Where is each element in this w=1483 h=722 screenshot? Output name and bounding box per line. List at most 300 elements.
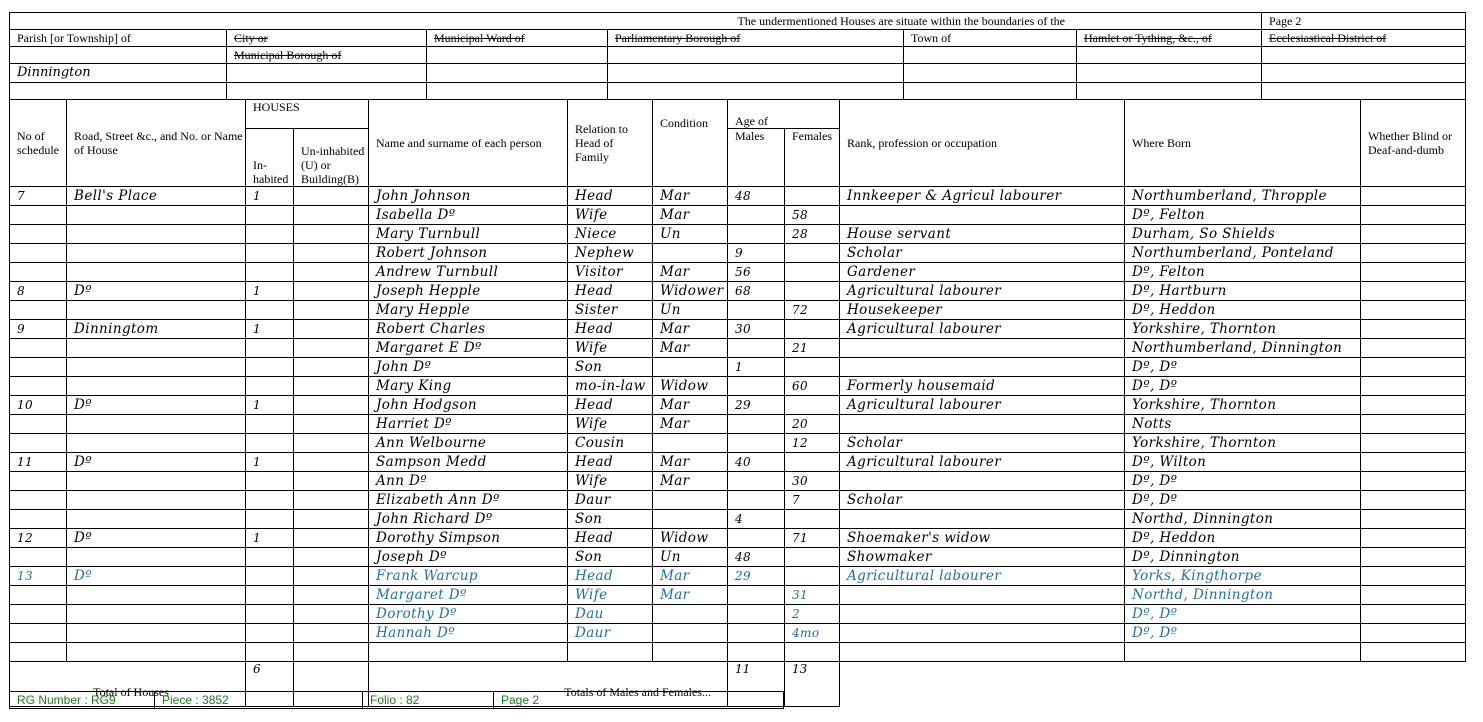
relation-cell: Head [568, 396, 653, 415]
name-cell [369, 643, 568, 662]
relation-cell: Head [568, 187, 653, 206]
females-cell: 28 [785, 225, 840, 244]
inhabited-cell [246, 415, 294, 434]
road-cell: Bell's Place [67, 187, 246, 206]
blind-cell [1361, 206, 1466, 225]
uninhabited-cell [294, 510, 369, 529]
road-cell [67, 377, 246, 396]
table-row [10, 472, 1466, 491]
females-cell [785, 548, 840, 567]
uninhabited-cell [294, 244, 369, 263]
inhabited-cell [246, 605, 294, 624]
condition-cell: Un [653, 548, 728, 567]
males-cell [728, 206, 785, 225]
males-cell [728, 472, 785, 491]
name-cell: Mary Turnbull [369, 225, 568, 244]
females-cell [785, 263, 840, 282]
inhabited-cell [246, 491, 294, 510]
schedule-cell [10, 510, 67, 529]
uninhabited-cell [294, 453, 369, 472]
born-cell: Dº, Dº [1125, 377, 1361, 396]
females-cell: 72 [785, 301, 840, 320]
females-cell [785, 187, 840, 206]
schedule-cell [10, 472, 67, 491]
schedule-cell [10, 206, 67, 225]
road-cell: Dº [67, 567, 246, 586]
blind-cell [1361, 586, 1466, 605]
name-cell: Mary Hepple [369, 301, 568, 320]
road-cell: Dº [67, 282, 246, 301]
name-cell: Robert Johnson [369, 244, 568, 263]
total-houses-label: Total of Houses [10, 661, 246, 706]
inhabited-cell [246, 643, 294, 662]
schedule-cell: 10 [10, 396, 67, 415]
town-label: Town of [904, 30, 1077, 47]
inhabited-cell [246, 434, 294, 453]
blind-cell [1361, 358, 1466, 377]
females-cell [785, 453, 840, 472]
born-cell: Dº, Felton [1125, 263, 1361, 282]
schedule-cell [10, 358, 67, 377]
road-cell [67, 358, 246, 377]
blind-cell [1361, 643, 1466, 662]
folio-number: Folio : 82 [363, 692, 494, 709]
inhabited-cell: 1 [246, 320, 294, 339]
males-cell: 29 [728, 567, 785, 586]
born-cell: Dº, Dinnington [1125, 548, 1361, 567]
condition-cell [653, 643, 728, 662]
condition-cell [653, 624, 728, 643]
relation-cell: Daur [568, 491, 653, 510]
males-cell [728, 434, 785, 453]
table-row [10, 434, 1466, 453]
males-cell: 4 [728, 510, 785, 529]
header-table [9, 12, 1466, 100]
name-cell: Isabella Dº [369, 206, 568, 225]
condition-cell: Widower [653, 282, 728, 301]
road-cell [67, 225, 246, 244]
condition-cell: Mar [653, 453, 728, 472]
born-cell: Dº, Hartburn [1125, 282, 1361, 301]
uninhabited-cell [294, 263, 369, 282]
occupation-cell [840, 605, 1125, 624]
relation-cell: Visitor [568, 263, 653, 282]
col-blind: Whether Blind or Deaf-and-dumb [1361, 100, 1466, 187]
born-cell: Northumberland, Dinnington [1125, 339, 1361, 358]
occupation-cell: Housekeeper [840, 301, 1125, 320]
relation-cell: Head [568, 453, 653, 472]
females-cell: 12 [785, 434, 840, 453]
occupation-cell: Gardener [840, 263, 1125, 282]
inhabited-cell [246, 472, 294, 491]
name-cell: Margaret E Dº [369, 339, 568, 358]
uninhabited-cell [294, 491, 369, 510]
enumeration-table [9, 99, 1466, 707]
born-cell: Northd, Dinnington [1125, 586, 1361, 605]
schedule-cell: 7 [10, 187, 67, 206]
born-cell: Northd, Dinnington [1125, 510, 1361, 529]
males-cell [728, 415, 785, 434]
relation-cell: Nephew [568, 244, 653, 263]
table-row [10, 358, 1466, 377]
road-cell [67, 301, 246, 320]
females-cell: 30 [785, 472, 840, 491]
blind-cell [1361, 396, 1466, 415]
relation-cell: Sister [568, 301, 653, 320]
col-occupation: Rank, profession or occupation [840, 100, 1125, 187]
blind-cell [1361, 187, 1466, 206]
males-cell [728, 301, 785, 320]
males-cell [728, 491, 785, 510]
born-cell: Dº, Dº [1125, 624, 1361, 643]
occupation-cell: Scholar [840, 491, 1125, 510]
relation-cell: Wife [568, 339, 653, 358]
males-cell: 48 [728, 548, 785, 567]
ward-label: Municipal Ward of [427, 30, 608, 47]
males-cell: 40 [728, 453, 785, 472]
females-cell [785, 320, 840, 339]
total-persons-label: Totals of Males and Females... [369, 661, 728, 706]
total-houses-value: 6 [246, 661, 294, 706]
uninhabited-cell [294, 206, 369, 225]
blind-cell [1361, 244, 1466, 263]
table-row [10, 339, 1466, 358]
condition-cell: Mar [653, 472, 728, 491]
males-cell [728, 586, 785, 605]
occupation-cell [840, 643, 1125, 662]
born-cell: Dº, Felton [1125, 206, 1361, 225]
schedule-cell [10, 643, 67, 662]
name-cell: Joseph Dº [369, 548, 568, 567]
name-cell: Andrew Turnbull [369, 263, 568, 282]
schedule-cell [10, 263, 67, 282]
condition-cell: Mar [653, 586, 728, 605]
road-cell [67, 263, 246, 282]
table-row [10, 187, 1466, 206]
road-cell [67, 434, 246, 453]
col-condition: Condition [653, 100, 728, 187]
col-females: Females [785, 129, 840, 187]
road-cell [67, 491, 246, 510]
occupation-cell: Innkeeper & Agricul labourer [840, 187, 1125, 206]
males-cell: 9 [728, 244, 785, 263]
col-name: Name and surname of each person [369, 100, 568, 187]
name-cell: Harriet Dº [369, 415, 568, 434]
road-cell [67, 643, 246, 662]
col-born: Where Born [1125, 100, 1361, 187]
table-row [10, 491, 1466, 510]
uninhabited-cell [294, 548, 369, 567]
inhabited-cell [246, 510, 294, 529]
uninhabited-cell [294, 358, 369, 377]
table-row [10, 624, 1466, 643]
name-cell: Mary King [369, 377, 568, 396]
road-cell [67, 586, 246, 605]
inhabited-cell [246, 225, 294, 244]
road-cell [67, 206, 246, 225]
blind-cell [1361, 453, 1466, 472]
inhabited-cell: 1 [246, 187, 294, 206]
born-cell: Dº, Dº [1125, 491, 1361, 510]
blind-cell [1361, 415, 1466, 434]
occupation-cell [840, 586, 1125, 605]
occupation-cell [840, 624, 1125, 643]
blind-cell [1361, 377, 1466, 396]
inhabited-cell: 1 [246, 529, 294, 548]
schedule-cell [10, 491, 67, 510]
condition-cell: Widow [653, 377, 728, 396]
females-cell [785, 643, 840, 662]
occupation-cell: Agricultural labourer [840, 282, 1125, 301]
females-cell: 20 [785, 415, 840, 434]
schedule-cell: 9 [10, 320, 67, 339]
blind-cell [1361, 491, 1466, 510]
schedule-cell: 11 [10, 453, 67, 472]
condition-cell: Un [653, 225, 728, 244]
city-label: City or [227, 30, 427, 47]
footer-page: Page 2 [494, 692, 784, 709]
uninhabited-cell [294, 187, 369, 206]
uninhabited-cell [294, 529, 369, 548]
relation-cell: Head [568, 567, 653, 586]
condition-cell: Mar [653, 263, 728, 282]
females-cell [785, 358, 840, 377]
blind-cell [1361, 567, 1466, 586]
blind-cell [1361, 339, 1466, 358]
occupation-cell: Scholar [840, 244, 1125, 263]
blind-cell [1361, 434, 1466, 453]
relation-cell: Wife [568, 415, 653, 434]
occupation-cell: Shoemaker's widow [840, 529, 1125, 548]
schedule-cell [10, 605, 67, 624]
boundaries-heading: The undermentioned Houses are situate within the boundaries of the [10, 13, 1262, 30]
uninhabited-cell [294, 282, 369, 301]
born-cell: Dº, Dº [1125, 358, 1361, 377]
relation-cell: Daur [568, 624, 653, 643]
blind-cell [1361, 510, 1466, 529]
males-cell [728, 624, 785, 643]
uninhabited-cell [294, 586, 369, 605]
schedule-cell [10, 586, 67, 605]
occupation-cell [840, 358, 1125, 377]
occupation-cell: Agricultural labourer [840, 396, 1125, 415]
col-houses: HOUSES [246, 100, 369, 129]
born-cell [1125, 643, 1361, 662]
blind-cell [1361, 225, 1466, 244]
condition-cell: Mar [653, 415, 728, 434]
occupation-cell [840, 472, 1125, 491]
relation-cell: Head [568, 282, 653, 301]
table-row [10, 453, 1466, 472]
col-age-of: Age of [728, 100, 840, 129]
occupation-cell: Agricultural labourer [840, 567, 1125, 586]
uninhabited-cell [294, 339, 369, 358]
table-row [10, 605, 1466, 624]
schedule-cell [10, 434, 67, 453]
condition-cell: Mar [653, 187, 728, 206]
males-cell: 30 [728, 320, 785, 339]
born-cell: Dº, Dº [1125, 472, 1361, 491]
relation-cell: Head [568, 320, 653, 339]
blind-cell [1361, 320, 1466, 339]
schedule-cell [10, 339, 67, 358]
condition-cell [653, 244, 728, 263]
condition-cell: Mar [653, 567, 728, 586]
males-cell [728, 339, 785, 358]
municipal-borough-label: Municipal Borough of [227, 47, 427, 64]
name-cell: Hannah Dº [369, 624, 568, 643]
rg-number: RG Number : RG9 [10, 692, 155, 709]
uninhabited-cell [294, 415, 369, 434]
inhabited-cell [246, 567, 294, 586]
born-cell: Durham, So Shields [1125, 225, 1361, 244]
occupation-cell [840, 206, 1125, 225]
blind-cell [1361, 282, 1466, 301]
born-cell: Northumberland, Ponteland [1125, 244, 1361, 263]
schedule-cell: 13 [10, 567, 67, 586]
road-cell [67, 339, 246, 358]
table-row [10, 567, 1466, 586]
table-row [10, 282, 1466, 301]
males-cell [728, 643, 785, 662]
schedule-cell: 8 [10, 282, 67, 301]
born-cell: Yorks, Kingthorpe [1125, 567, 1361, 586]
name-cell: John Hodgson [369, 396, 568, 415]
males-cell [728, 225, 785, 244]
road-cell: Dinningtom [67, 320, 246, 339]
relation-cell: Wife [568, 586, 653, 605]
name-cell: John Richard Dº [369, 510, 568, 529]
born-cell: Dº, Wilton [1125, 453, 1361, 472]
col-schedule: No of schedule [10, 100, 67, 187]
blind-cell [1361, 624, 1466, 643]
schedule-cell [10, 548, 67, 567]
uninhabited-cell [294, 472, 369, 491]
ecclesiastical-label: Ecclesiastical District of [1262, 30, 1466, 47]
table-row [10, 225, 1466, 244]
condition-cell: Mar [653, 320, 728, 339]
name-cell: Ann Dº [369, 472, 568, 491]
uninhabited-cell [294, 320, 369, 339]
relation-cell: Son [568, 358, 653, 377]
road-cell: Dº [67, 529, 246, 548]
females-cell [785, 244, 840, 263]
occupation-cell: Scholar [840, 434, 1125, 453]
road-cell [67, 605, 246, 624]
occupation-cell: Agricultural labourer [840, 453, 1125, 472]
table-row [10, 244, 1466, 263]
uninhabited-cell [294, 377, 369, 396]
condition-cell: Widow [653, 529, 728, 548]
road-cell: Dº [67, 396, 246, 415]
inhabited-cell: 1 [246, 453, 294, 472]
table-row [10, 643, 1466, 662]
inhabited-cell [246, 206, 294, 225]
occupation-cell [840, 339, 1125, 358]
name-cell: Sampson Medd [369, 453, 568, 472]
born-cell: Dº, Heddon [1125, 529, 1361, 548]
schedule-cell [10, 377, 67, 396]
females-cell: 21 [785, 339, 840, 358]
males-cell [728, 377, 785, 396]
table-row [10, 586, 1466, 605]
blind-cell [1361, 263, 1466, 282]
inhabited-cell [246, 358, 294, 377]
name-cell: John Dº [369, 358, 568, 377]
relation-cell: Son [568, 510, 653, 529]
name-cell: Dorothy Simpson [369, 529, 568, 548]
inhabited-cell [246, 263, 294, 282]
males-cell [728, 529, 785, 548]
inhabited-cell [246, 339, 294, 358]
born-cell: Yorkshire, Thornton [1125, 396, 1361, 415]
uninhabited-cell [294, 225, 369, 244]
occupation-cell: Agricultural labourer [840, 320, 1125, 339]
born-cell: Notts [1125, 415, 1361, 434]
condition-cell: Un [653, 301, 728, 320]
females-cell: 58 [785, 206, 840, 225]
schedule-cell [10, 244, 67, 263]
schedule-cell [10, 624, 67, 643]
condition-cell: Mar [653, 206, 728, 225]
relation-cell: Dau [568, 605, 653, 624]
condition-cell [653, 605, 728, 624]
males-cell: 29 [728, 396, 785, 415]
uninhabited-cell [294, 624, 369, 643]
blind-cell [1361, 605, 1466, 624]
road-cell: Dº [67, 453, 246, 472]
name-cell: Dorothy Dº [369, 605, 568, 624]
females-cell [785, 510, 840, 529]
col-uninhabited: Un-inhabited (U) or Building(B) [294, 129, 369, 187]
uninhabited-cell [294, 605, 369, 624]
uninhabited-cell [294, 434, 369, 453]
table-row [10, 529, 1466, 548]
table-row [10, 510, 1466, 529]
occupation-cell: House servant [840, 225, 1125, 244]
born-cell: Yorkshire, Thornton [1125, 434, 1361, 453]
census-rows [10, 187, 1466, 662]
females-cell: 71 [785, 529, 840, 548]
road-cell [67, 415, 246, 434]
males-cell: 1 [728, 358, 785, 377]
uninhabited-cell [294, 643, 369, 662]
females-cell: 7 [785, 491, 840, 510]
females-cell [785, 396, 840, 415]
females-cell [785, 282, 840, 301]
males-cell: 68 [728, 282, 785, 301]
page-number: Page 2 [1262, 13, 1466, 30]
occupation-cell: Showmaker [840, 548, 1125, 567]
source-footer [9, 691, 784, 709]
road-cell [67, 472, 246, 491]
inhabited-cell [246, 244, 294, 263]
road-cell [67, 548, 246, 567]
relation-cell: Cousin [568, 434, 653, 453]
born-cell: Yorkshire, Thornton [1125, 320, 1361, 339]
occupation-cell [840, 415, 1125, 434]
name-cell: John Johnson [369, 187, 568, 206]
males-cell: 48 [728, 187, 785, 206]
relation-cell: Head [568, 529, 653, 548]
table-row [10, 396, 1466, 415]
females-cell: 31 [785, 586, 840, 605]
condition-cell: Mar [653, 396, 728, 415]
condition-cell [653, 510, 728, 529]
occupation-cell [840, 510, 1125, 529]
born-cell: Dº, Heddon [1125, 301, 1361, 320]
condition-cell [653, 491, 728, 510]
